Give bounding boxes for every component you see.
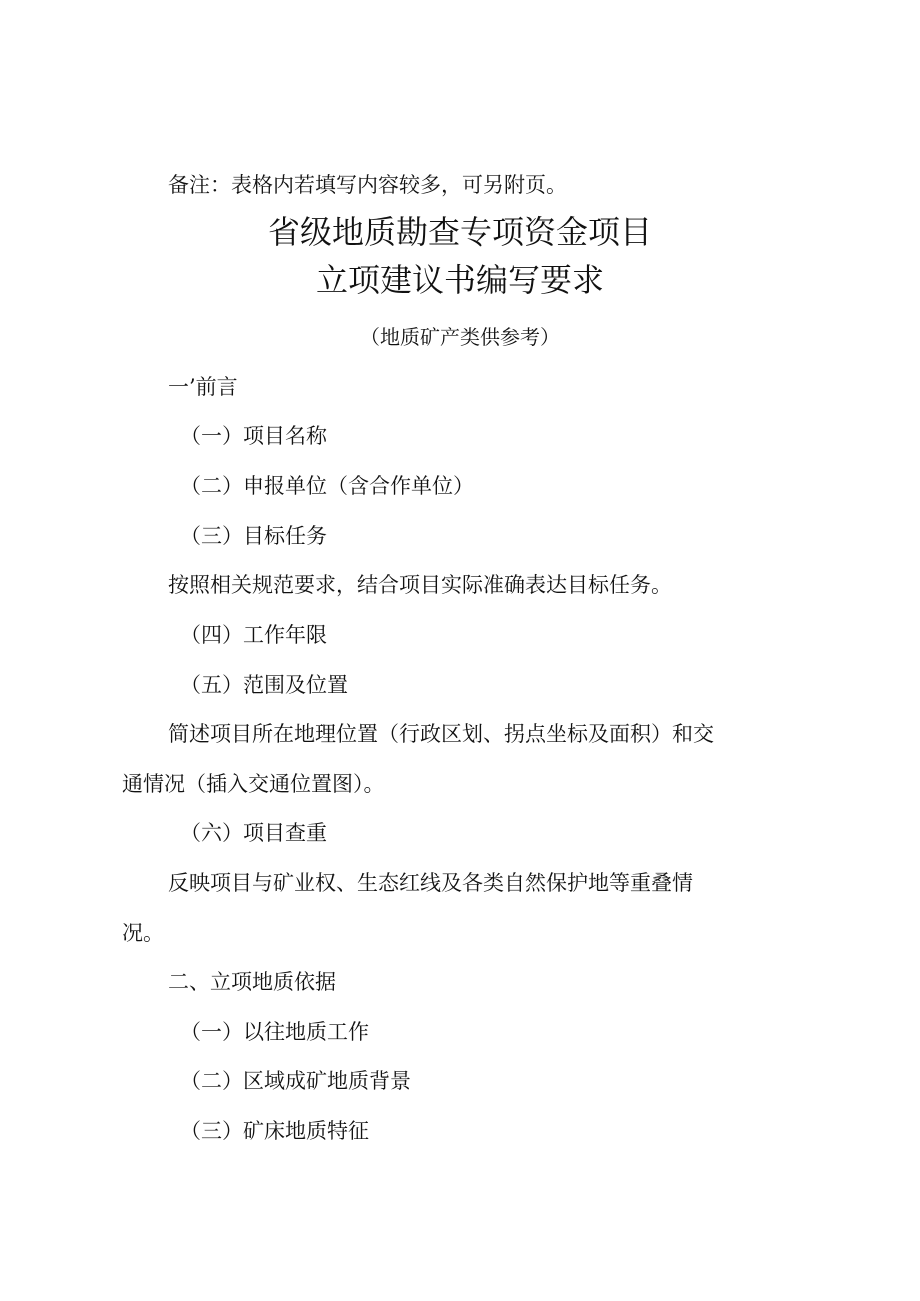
section1-item6-desc-line1: 反映项目与矿业权、生态红线及各类自然保护地等重叠情 — [168, 871, 693, 895]
section1-item2: （二）申报单位（含合作单位） — [180, 474, 474, 498]
section1-item1: （一）项目名称 — [180, 424, 327, 448]
document-subtitle: （地质矿产类供参考） — [360, 325, 560, 349]
section1-item4: （四）工作年限 — [180, 623, 327, 647]
section2-item2: （二）区域成矿地质背景 — [180, 1069, 411, 1093]
section1-item5: （五）范围及位置 — [180, 673, 348, 697]
document-title-line2: 立项建议书编写要求 — [315, 261, 604, 299]
note-text: 备注：表格内若填写内容较多，可另附页。 — [168, 173, 567, 197]
section1-heading: 一’前言 — [168, 375, 238, 399]
section1-item5-desc-line1: 简述项目所在地理位置（行政区划、拐点坐标及面积）和交 — [168, 722, 714, 746]
section1-item6: （六）项目查重 — [180, 821, 327, 845]
section1-item3-desc: 按照相关规范要求，结合项目实际准确表达目标任务。 — [168, 573, 672, 597]
section1-item6-desc-line2: 况。 — [122, 921, 164, 945]
section2-item3: （三）矿床地质特征 — [180, 1119, 369, 1143]
section1-item5-desc-line2: 通情况（插入交通位置图）。 — [122, 772, 385, 796]
section1-item3: （三）目标任务 — [180, 524, 327, 548]
section2-item1: （一）以往地质工作 — [180, 1020, 369, 1044]
section2-heading: 二、立项地质依据 — [168, 970, 336, 994]
document-title-line1: 省级地质勘查专项资金项目 — [267, 213, 652, 251]
